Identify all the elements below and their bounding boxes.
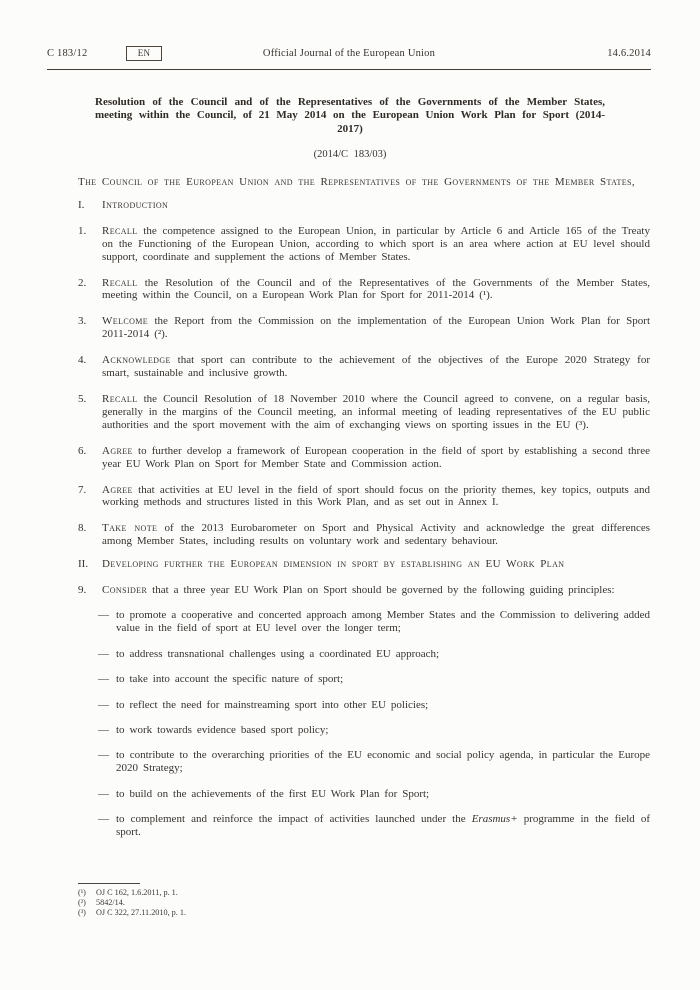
principle-text: to take into account the specific nature of sport;	[116, 673, 344, 686]
principle-text-post: programme in the field of sport.	[116, 813, 650, 838]
item-text	[102, 522, 650, 548]
item-keyword: Consider	[102, 584, 148, 597]
item-number: 3.	[78, 315, 87, 328]
section-number: II.	[78, 558, 89, 571]
item-body: that a three year EU Work Plan on Sport should be governed by the following guiding principles:	[147, 584, 615, 597]
list-item	[78, 484, 650, 510]
principle-item	[98, 609, 650, 635]
principle-item	[98, 699, 650, 712]
page-number: C 183/12	[47, 48, 88, 59]
item-text	[102, 315, 650, 341]
footnote-marker: (³)	[78, 908, 86, 918]
footnote-text: 5842/14.	[96, 898, 125, 908]
preamble: The Council of the European Union and the Representatives of the Governments of the Member States,	[78, 176, 636, 188]
erasmus-program-name: Erasmus+	[471, 813, 518, 826]
item-keyword: Recall	[102, 392, 138, 405]
list-item	[78, 584, 650, 597]
dash-bullet: —	[98, 749, 109, 762]
item-body: the Report from the Commission on the implementation of the European Union Work Plan for Sport 2011-2014 (²).	[102, 315, 650, 341]
item-text	[102, 584, 650, 597]
item-text	[102, 484, 650, 510]
principle-item	[98, 724, 650, 737]
principle-text-pre: to complement and reinforce the impact of activities launched under the	[116, 813, 472, 826]
dash-bullet: —	[98, 813, 109, 826]
footnote-marker: (¹)	[78, 888, 86, 897]
principle-text: to work towards evidence based sport policy;	[116, 723, 329, 736]
item-body: the Council Resolution of 18 November 2010 where the Council agreed to convene, on a regular basis, generally in the margins of the Council meeting, an informal meeting of leading representatives of the EU public authorities and the sport movement with the aim of exchanging views on sporting issues in the EU (³).	[102, 392, 650, 431]
dash-bullet: —	[98, 609, 109, 622]
principle-text: to build on the achievements of the first EU Work Plan for Sport;	[116, 787, 430, 800]
item-body: the Resolution of the Council and of the Representatives of the Governments of the Member States, meeting within the Council, on a European Work Plan for Sport for 2011-2014 (¹).	[102, 276, 650, 302]
list-item	[78, 315, 650, 341]
dash-bullet: —	[98, 787, 109, 800]
footnote	[78, 898, 478, 908]
document-reference: (2014/C 183/03)	[313, 149, 387, 160]
section-heading-introduction	[78, 199, 650, 212]
footnote-text: OJ C 322, 27.11.2010, p. 1.	[96, 908, 186, 918]
item-number: 1.	[78, 224, 87, 237]
principle-text	[116, 813, 650, 839]
section-number: I.	[78, 198, 85, 211]
principle-item	[98, 813, 650, 839]
item-text	[102, 445, 650, 471]
item-number: 7.	[78, 483, 87, 496]
principle-item	[98, 788, 650, 801]
item-keyword: Welcome	[102, 315, 149, 328]
item-body: that activities at EU level in the field of sport should focus on the priority themes, key topics, outputs and working methods and structures listed in this Work Plan, and as set out in Annex I.	[102, 483, 650, 509]
item-keyword: Agree	[102, 444, 133, 457]
footnote-marker: (²)	[78, 898, 86, 908]
item-number: 5.	[78, 392, 87, 405]
footnote	[78, 888, 478, 898]
item-text	[102, 393, 650, 432]
language-badge: EN	[126, 46, 162, 61]
footnote-text: OJ C 162, 1.6.2011, p. 1.	[96, 888, 178, 897]
item-number: 8.	[78, 522, 87, 535]
principle-text: to reflect the need for mainstreaming sport into other EU policies;	[116, 698, 429, 711]
dash-bullet: —	[98, 647, 109, 660]
section-title: Developing further the European dimension in sport by establishing an EU Work Plan	[102, 558, 565, 571]
item-body: the competence assigned to the European Union, in particular by Article 6 and Article 165 of the Treaty on the Functioning of the European Union, according to which sport is an area where action at EU level should support, coordinate and supplement the actions of Member States.	[102, 224, 650, 263]
item-body: of the 2013 Eurobarometer on Sport and Physical Activity and acknowledge the great differences among Member States, including results on voluntary work and sedentary behaviour.	[102, 522, 650, 548]
item-body: to further develop a framework of European cooperation in the field of sport by establishing a second three year EU Work Plan on Sport for Member State and Commission action.	[102, 444, 650, 470]
item-keyword: Recall	[102, 224, 138, 237]
list-item	[78, 277, 650, 303]
item-keyword: Acknowledge	[102, 354, 171, 367]
principle-text: to contribute to the overarching priorities of the EU economic and social policy agenda, in particular the Europe 2020 Strategy;	[116, 749, 650, 775]
item-number: 9.	[78, 584, 87, 597]
item-text	[102, 354, 650, 380]
item-number: 4.	[78, 354, 87, 367]
principle-item	[98, 648, 650, 661]
dash-bullet: —	[98, 673, 109, 686]
page-header	[47, 46, 651, 64]
item-number: 6.	[78, 444, 87, 457]
item-keyword: Recall	[102, 276, 138, 289]
list-item	[78, 393, 650, 432]
list-item	[78, 225, 650, 264]
footnote-rule	[78, 883, 140, 884]
section-title: Introduction	[102, 198, 169, 211]
header-date: 14.6.2014	[607, 48, 651, 59]
section-heading-work-plan	[78, 558, 650, 571]
item-text	[102, 277, 650, 303]
principle-text: to promote a cooperative and concerted approach among Member States and the Commission to delivering added value in the field of sport at EU level over the longer term;	[116, 609, 650, 635]
footnotes	[78, 883, 478, 919]
list-item	[78, 354, 650, 380]
list-item	[78, 522, 650, 548]
item-body: that sport can contribute to the achievement of the objectives of the Europe 2020 Strategy for smart, sustainable and inclusive growth.	[102, 354, 650, 380]
item-keyword: Agree	[102, 483, 133, 496]
item-keyword: Take note	[102, 522, 158, 535]
item-number: 2.	[78, 276, 87, 289]
principle-item	[98, 749, 650, 775]
item-text	[102, 225, 650, 264]
header-rule	[47, 69, 651, 70]
footnote	[78, 908, 478, 918]
dash-bullet: —	[98, 698, 109, 711]
dash-bullet: —	[98, 723, 109, 736]
document-title: Resolution of the Council and of the Representatives of the Governments of the Member States, meeting within the Council, of 21 May 2014 on the European Union Work Plan for Sport (2014-2017)	[95, 96, 605, 135]
journal-title: Official Journal of the European Union	[262, 48, 436, 59]
document-body	[78, 176, 650, 839]
principle-text: to address transnational challenges using a coordinated EU approach;	[116, 647, 440, 660]
list-item	[78, 445, 650, 471]
principle-item	[98, 673, 650, 686]
